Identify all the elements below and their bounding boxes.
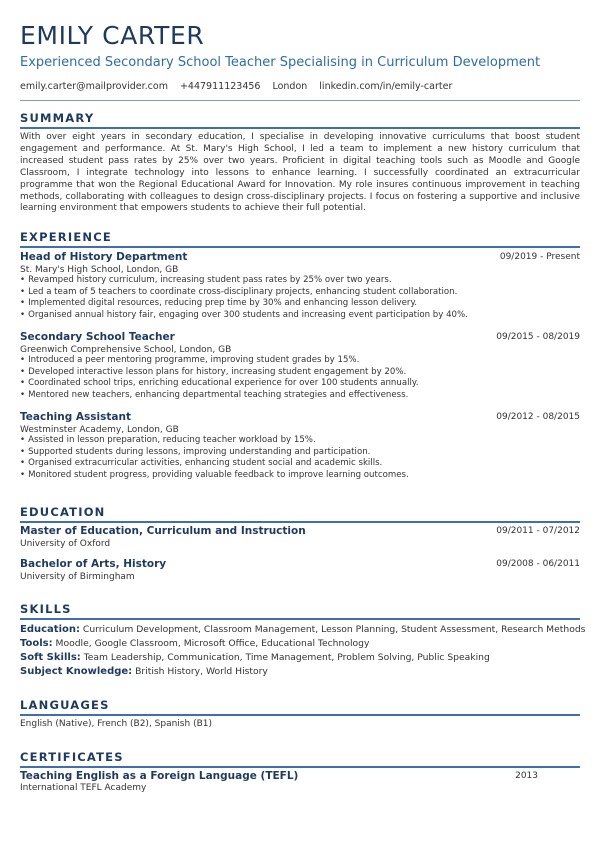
- job-bullet: • Led a team of 5 teachers to coordinate cross-disciplinary projects, enhancing student collaboration.: [20, 287, 580, 299]
- degree-title: Bachelor of Arts, History: [20, 558, 167, 570]
- skill-value: Moodle, Google Classroom, Microsoft Office, Educational Technology: [55, 638, 370, 649]
- skill-row-subject-knowledge: [20, 665, 585, 679]
- degree-title: Master of Education, Curriculum and Instruction: [20, 525, 306, 537]
- skills-heading: SKILLS: [20, 602, 72, 616]
- experience-heading: EXPERIENCE: [20, 230, 112, 244]
- job-bullet: • Supported students during lessons, improving understanding and participation.: [20, 447, 580, 459]
- degree-school: University of Birmingham: [20, 572, 135, 582]
- languages-divider: [20, 714, 580, 716]
- summary-divider: [20, 127, 580, 129]
- experience-divider: [20, 246, 580, 248]
- skill-row-tools: [20, 637, 585, 651]
- job-bullet: • Implemented digital resources, reducing prep time by 30% and enhancing lesson delivery.: [20, 298, 580, 310]
- skill-label: Tools:: [20, 638, 53, 649]
- header-divider: [20, 100, 580, 101]
- skills-divider: [20, 618, 580, 620]
- job-bullet: • Developed interactive lesson plans for history, increasing student engagement by 20%.: [20, 367, 580, 379]
- job-dates: 09/2015 - 08/2019: [496, 332, 580, 342]
- skill-value: Team Leadership, Communication, Time Management, Problem Solving, Public Speaking: [83, 652, 490, 663]
- summary-text: With over eight years in secondary education, I specialise in developing innovative curriculums that boost student engagement and performance. At St. Mary's High School, I led a team to implement a new history curriculum that increased student pass rates by 25% over two years. Proficient in digital teaching tools such as Moodle and Google Classroom, I integrate technology into lessons to enhance learning. I successfully coordinated an extracurricular programme that won the Regional Educational Award for Innovation. My role insures continuous improvement in teaching methods, collaborating with colleagues to design cross-disciplinary projects. I focus on fostering a supportive and inclusive learning environment that empowers students to achieve their full potential.: [20, 132, 580, 214]
- candidate-name: EMILY CARTER: [20, 21, 205, 50]
- contact-email[interactable]: emily.carter@mailprovider.com: [20, 81, 168, 92]
- skill-label: Education:: [20, 624, 80, 635]
- job-organisation: St. Mary's High School, London, GB: [20, 265, 179, 275]
- job-bullet-list: [20, 435, 580, 481]
- contact-bar: [20, 80, 452, 94]
- education-heading: EDUCATION: [20, 505, 106, 519]
- job-bullet: • Organised annual history fair, engaging over 300 students and increasing event participation by 40%.: [20, 310, 580, 322]
- summary-heading: SUMMARY: [20, 111, 95, 125]
- job-title: Teaching Assistant: [20, 411, 131, 423]
- degree-dates: 09/2008 - 06/2011: [496, 559, 580, 569]
- education-divider: [20, 521, 580, 523]
- job-title: Head of History Department: [20, 251, 188, 263]
- skill-value: Curriculum Development, Classroom Management, Lesson Planning, Student Assessment, Research Methods: [82, 624, 586, 635]
- job-bullet: • Revamped history curriculum, increasing student pass rates by 25% over two years.: [20, 275, 580, 287]
- job-bullet-list: [20, 355, 580, 401]
- contact-phone[interactable]: +447911123456: [179, 81, 261, 92]
- job-bullet-list: [20, 275, 580, 321]
- job-bullet: • Introduced a peer mentoring programme, improving student grades by 15%.: [20, 355, 580, 367]
- certificate-name: Teaching English as a Foreign Language (TEFL): [20, 770, 299, 782]
- job-bullet: • Assisted in lesson preparation, reducing teacher workload by 15%.: [20, 435, 580, 447]
- skill-value: British History, World History: [135, 666, 268, 677]
- certificates-heading: CERTIFICATES: [20, 750, 124, 764]
- languages-text: English (Native), French (B2), Spanish (B1): [20, 719, 212, 729]
- certificate-year: 2013: [515, 771, 538, 781]
- contact-linkedin[interactable]: linkedin.com/in/emily-carter: [319, 81, 453, 92]
- skill-row-soft-skills: [20, 651, 585, 665]
- job-bullet: • Coordinated school trips, enriching educational experience for over 100 students annually.: [20, 378, 580, 390]
- job-organisation: Westminster Academy, London, GB: [20, 425, 179, 435]
- job-bullet: • Monitored student progress, providing valuable feedback to improve learning outcomes.: [20, 470, 580, 482]
- certificates-divider: [20, 766, 580, 768]
- job-dates: 09/2012 - 08/2015: [496, 412, 580, 422]
- job-dates: 09/2019 - Present: [499, 252, 580, 262]
- languages-heading: LANGUAGES: [20, 698, 110, 712]
- skill-label: Subject Knowledge:: [20, 666, 133, 677]
- job-title: Secondary School Teacher: [20, 331, 175, 343]
- job-bullet: • Organised extracurricular activities, enhancing student social and academic skills.: [20, 458, 580, 470]
- degree-dates: 09/2011 - 07/2012: [496, 526, 580, 536]
- job-bullet: • Mentored new teachers, enhancing departmental teaching strategies and effectiveness.: [20, 390, 580, 402]
- candidate-headline: Experienced Secondary School Teacher Specialising in Curriculum Development: [20, 55, 541, 70]
- contact-location: London: [272, 81, 308, 92]
- skill-label: Soft Skills:: [20, 652, 81, 663]
- degree-school: University of Oxford: [20, 539, 111, 549]
- job-organisation: Greenwich Comprehensive School, London, GB: [20, 345, 232, 355]
- certificate-issuer: International TEFL Academy: [20, 783, 147, 793]
- skill-row-education: [20, 623, 585, 637]
